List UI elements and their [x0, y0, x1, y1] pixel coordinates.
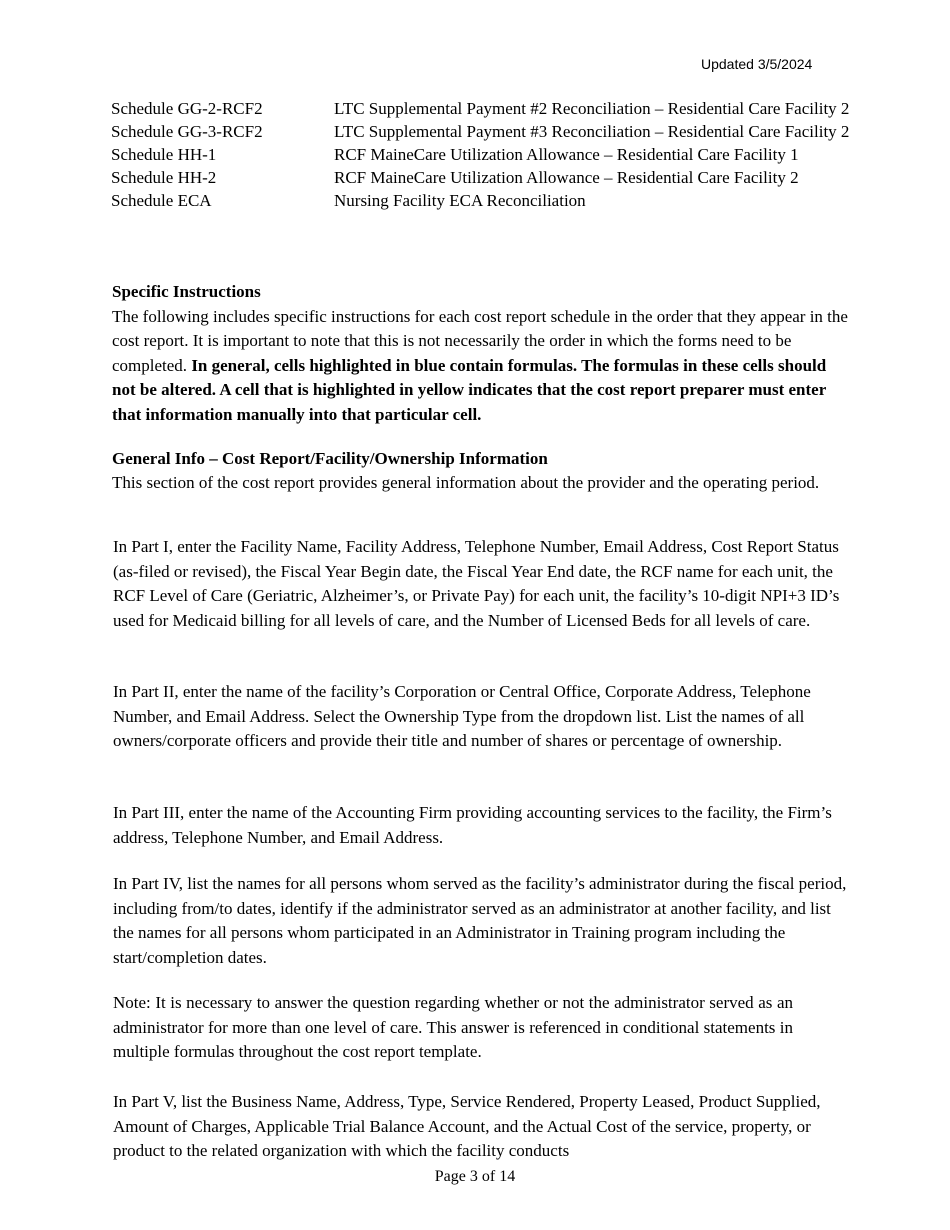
specific-instructions-text [112, 305, 852, 428]
specific-instructions-section [112, 280, 852, 427]
schedule-row [111, 143, 871, 166]
general-info-section [112, 447, 852, 493]
schedule-row [111, 189, 871, 212]
schedule-list [111, 97, 871, 212]
part-2-paragraph: In Part II, enter the name of the facility’s Corporation or Central Office, Corporate Address, Telephone Number, and Email Address. Select the Ownership Type from the dropdown list. List the names of all owners/corporate officers and provide their title and number of shares or percentage of ownership. [113, 682, 811, 750]
schedule-code: Schedule HH-2 [111, 168, 217, 187]
specific-instructions-body: The following includes specific instructions for each cost report schedule in the order that they appear in the cost report. It is important to note that this is not necessarily the order in which the forms need to be completed. [112, 306, 848, 375]
page-number: Page 3 of 14 [434, 1168, 516, 1185]
schedule-description: RCF MaineCare Utilization Allowance – Residential Care Facility 1 [334, 145, 799, 164]
schedule-code: Schedule HH-1 [111, 145, 217, 164]
schedule-description: LTC Supplemental Payment #2 Reconciliation – Residential Care Facility 2 [334, 99, 850, 118]
schedule-row [111, 120, 871, 143]
specific-instructions-heading: Specific Instructions [112, 282, 261, 301]
general-info-text: This section of the cost report provides general information about the provider and the operating period. [112, 472, 820, 492]
part-1-paragraph: In Part I, enter the Facility Name, Facility Address, Telephone Number, Email Address, Cost Report Status (as-filed or revised), the Fiscal Year Begin date, the Fiscal Year End date, the RCF name for each unit, the RCF Level of Care (Geriatric, Alzheimer’s, or Private Pay) for each unit, the facility’s 10-digit NPI+3 ID’s used for Medicaid billing for all levels of care, and the Number of Licensed Beds for all levels of care. [113, 537, 840, 630]
specific-instructions-bold: In general, cells highlighted in blue contain formulas. The formulas in these cells should not be altered. A cell that is highlighted in yellow indicates that the cost report preparer must enter that information manually into that particular cell. [112, 355, 827, 424]
schedule-description: Nursing Facility ECA Reconciliation [334, 191, 586, 210]
schedule-code: Schedule ECA [111, 191, 212, 210]
part-4-paragraph: In Part IV, list the names for all persons whom served as the facility’s administrator during the fiscal period, including from/to dates, identify if the administrator served as an administrator at another facility, and list the names for all persons whom participated in an Administrator in Training program including the start/completion dates. [113, 874, 847, 967]
schedule-row [111, 166, 871, 189]
schedule-code: Schedule GG-3-RCF2 [111, 122, 263, 141]
general-info-heading: General Info – Cost Report/Facility/Ownership Information [112, 449, 548, 468]
part-5-paragraph: In Part V, list the Business Name, Address, Type, Service Rendered, Property Leased, Product Supplied, Amount of Charges, Applicable Trial Balance Account, and the Actual Cost of the service, property, or product to the related organization with which the facility conducts [113, 1092, 821, 1160]
schedule-description: RCF MaineCare Utilization Allowance – Residential Care Facility 2 [334, 168, 799, 187]
note-paragraph: Note: It is necessary to answer the question regarding whether or not the administrator served as an administrator for more than one level of care. This answer is referenced in conditional statements in multiple formulas throughout the cost report template. [113, 993, 793, 1061]
schedule-description: LTC Supplemental Payment #3 Reconciliation – Residential Care Facility 2 [334, 122, 850, 141]
schedule-code: Schedule GG-2-RCF2 [111, 99, 263, 118]
updated-date: Updated 3/5/2024 [701, 56, 813, 72]
schedule-row [111, 97, 871, 120]
part-3-paragraph: In Part III, enter the name of the Accounting Firm providing accounting services to the facility, the Firm’s address, Telephone Number, and Email Address. [113, 803, 832, 847]
